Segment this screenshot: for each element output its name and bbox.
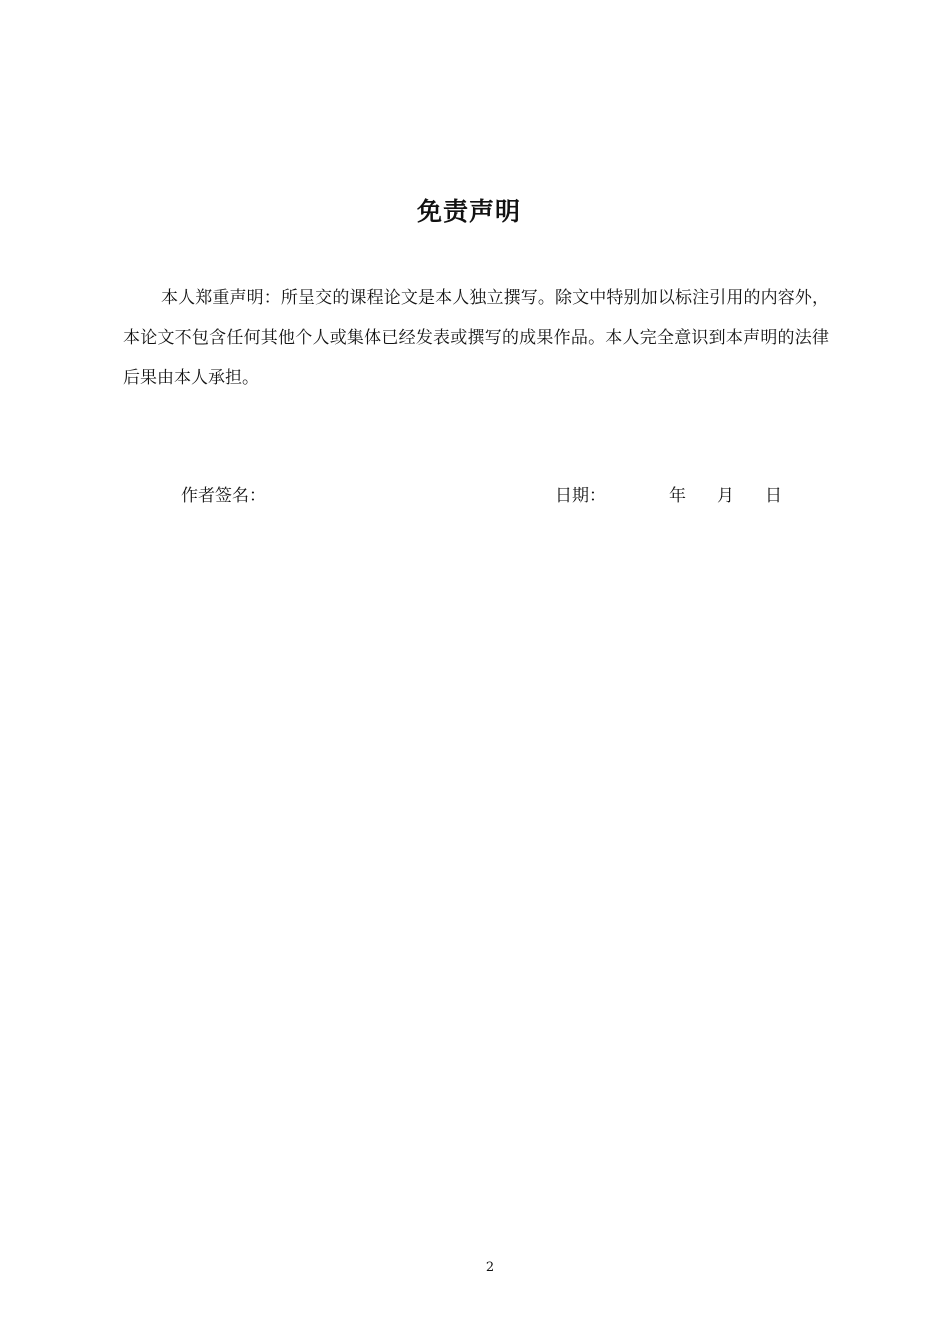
signature-row (0, 476, 950, 516)
page-title: 免责声明 (416, 197, 521, 226)
day-label: 日 (765, 486, 782, 506)
author-signature-label: 作者签名： (181, 486, 266, 506)
declaration-paragraph: 本人郑重声明：所呈交的课程论文是本人独立撰写。除文中特别加以标注引用的内容外，本论文不包含任何其他个人或集体已经发表或撰写的成果作品。本人完全意识到本声明的法律后果由本人承担。 (123, 288, 829, 388)
month-label: 月 (717, 486, 734, 506)
year-label: 年 (669, 486, 686, 506)
page-number: 2 (485, 1260, 495, 1275)
date-label: 日期： (555, 486, 606, 506)
